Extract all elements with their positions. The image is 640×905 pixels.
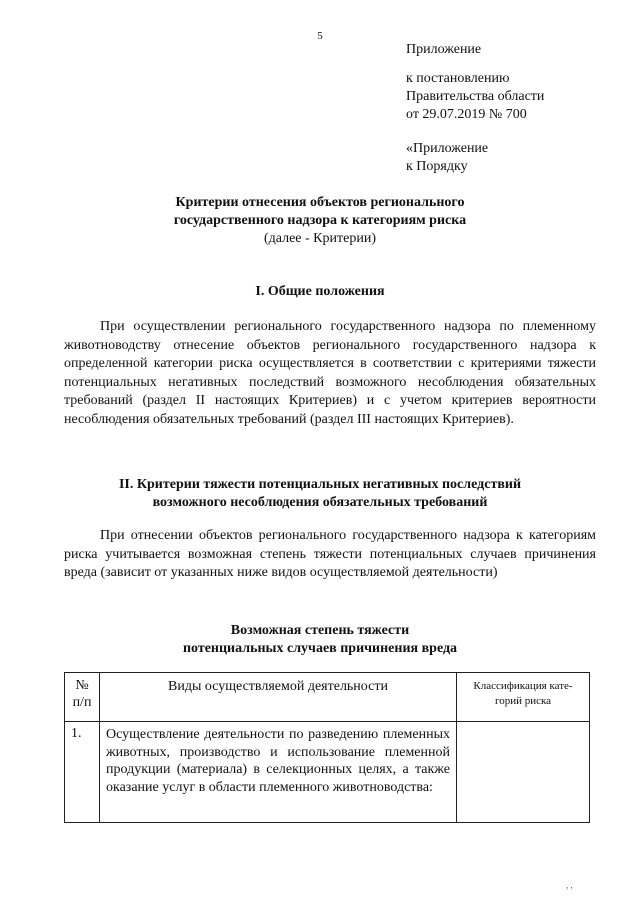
appendix-line: Правительства области xyxy=(406,89,545,104)
row-classification xyxy=(457,722,590,823)
footer-marks: , , xyxy=(566,880,573,890)
header-activity: Виды осуществляемой деятельности xyxy=(100,673,457,722)
header-classification-line: горий риска xyxy=(494,695,552,707)
page-number: 5 xyxy=(317,30,323,42)
appendix-line: к постановлению xyxy=(406,71,510,86)
header-number-line: № xyxy=(75,678,89,693)
table-row xyxy=(65,722,590,823)
risk-table xyxy=(64,672,590,823)
table-title: Возможная степень тяжести xyxy=(230,623,410,638)
table-title: потенциальных случаев причинения вреда xyxy=(182,641,458,656)
header-number-line: п/п xyxy=(72,695,92,710)
appendix-line: от 29.07.2019 № 700 xyxy=(406,107,527,122)
appendix-line: Приложение xyxy=(406,42,482,57)
appendix-line: «Приложение xyxy=(406,141,489,156)
section2-paragraph: При отнесении объектов регионального государственного надзора к категориям риска учитывается возможная степень тяжести потенциальных случаев причинения вреда (зависит от указанных ниже видов осуществляемой деятельности) xyxy=(64,528,596,580)
section1-heading: I. Общие положения xyxy=(255,284,385,299)
section1-paragraph: При осуществлении регионального государственного надзора по племенному животноводству отнесение объектов регионального государственного надзора к определенной категории риска осуществляется в соответствии с критериями тяжести потенциальных негативных последствий возможного несоблюдения обязательных требований (раздел II настоящих Критериев) и с учетом критериев вероятности несоблюдения обязательных требований (раздел III настоящих Критериев). xyxy=(64,319,596,427)
section2-heading: возможного несоблюдения обязательных требований xyxy=(152,495,488,510)
header-classification xyxy=(457,673,590,722)
row-number: 1. xyxy=(65,722,100,823)
header-classification-line: Классификация кате- xyxy=(473,680,573,692)
document-title-line: государственного надзора к категориям риска xyxy=(173,213,467,228)
header-number xyxy=(65,673,100,722)
table-header-row xyxy=(65,673,590,722)
document-title-line: Критерии отнесения объектов регионального xyxy=(175,195,465,210)
appendix-line: к Порядку xyxy=(406,159,468,174)
section2-heading: II. Критерии тяжести потенциальных негативных последствий xyxy=(118,477,522,492)
document-title-note: (далее - Критерии) xyxy=(263,231,376,246)
row-activity: Осуществление деятельности по разведению племенных животных, производство и использование племенной продукции (материала) в селекционных целях, а также оказание услуг в области племенного животноводства: xyxy=(100,722,457,823)
